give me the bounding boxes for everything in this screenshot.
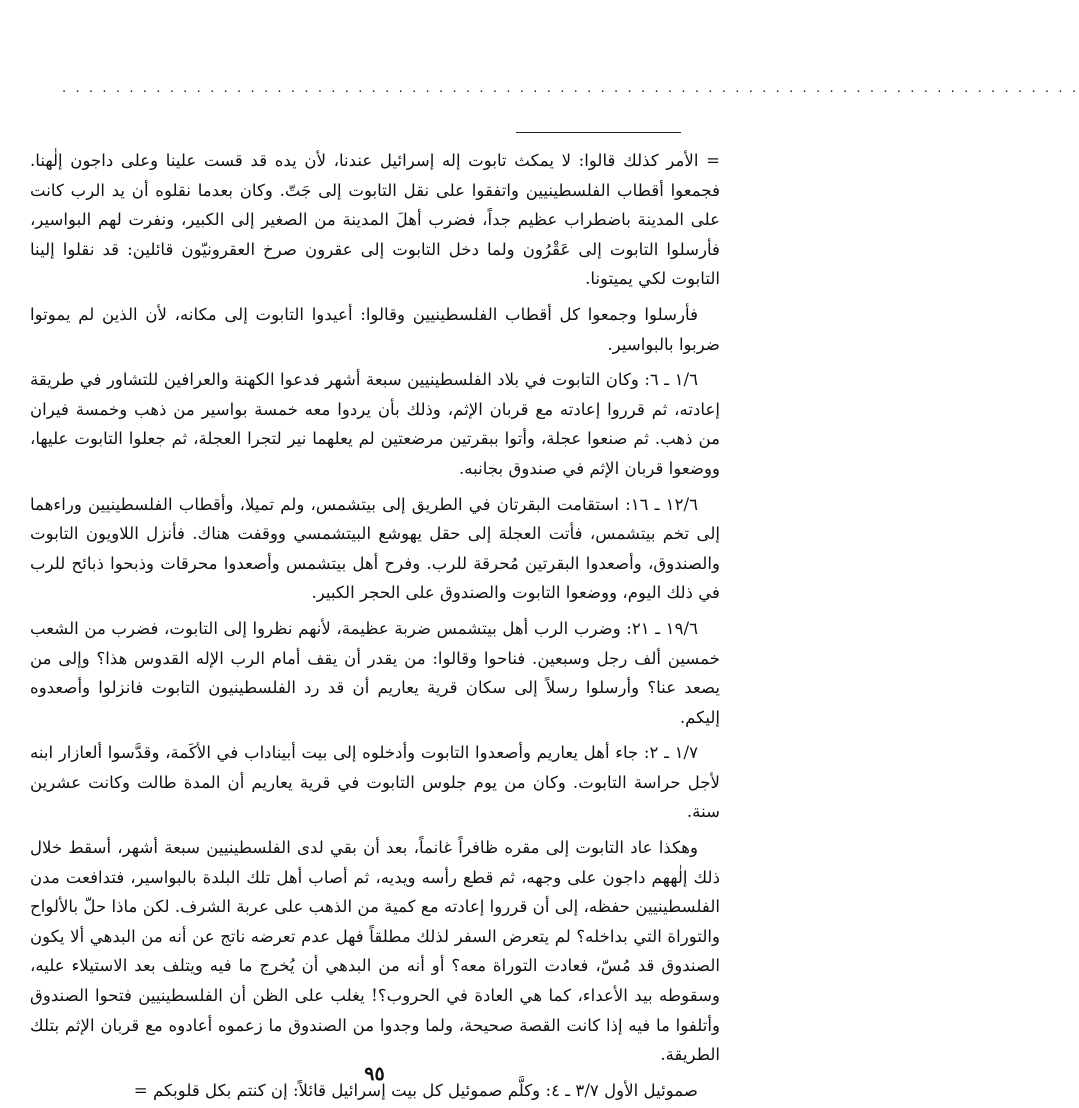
paragraph-continuation: = الأمر كذلك قالوا: لا يمكث تابوت إله إسرائيل عندنا، لأن يده قد قست علينا وعلى داجون إلٰهنا. فجمعوا أقطاب الفلسطينيين واتفقوا على نقل التابوت إلى جَتّ. وكان بعدما نقلوه أن يد الرب كانت على المدينة باضطراب عظيم جداً، فضرب أهلَ المدينة من الصغير إلى الكبير، ونفرت لهم البواسير، فأرسلوا التابوت إلى عَقْرُون ولما دخل التابوت إلى عقرون صرخ العقرونيّون قائلين: قد نقلوا إلينا التابوت لكي يميتونا. xyxy=(30,151,720,289)
paragraph: ١/٧ ـ ٢: جاء أهل يعاريم وأصعدوا التابوت وأدخلوه إلى بيت أبيناداب في الأكَمة، وقدَّسوا ألعازار ابنه لأجل حراسة التابوت. وكان من يوم جلوس التابوت في قرية يعاريم أن المدة طالت وكانت عشرين سنة. xyxy=(30,743,720,822)
paragraph: ١٩/٦ ـ ٢١: وضرب الرب أهل بيتشمس ضربة عظيمة، لأنهم نظروا إلى التابوت، فضرب من الشعب خمسين ألف رجل وسبعين. فناحوا وقالوا: من يقدر أن يقف أمام الرب الإله القدوس هذا؟ وإلى من يصعد عنا؟ وأرسلوا رسلاً إلى سكان قرية يعاريم أن قد رد الفلسطينيون التابوت فانزلوا وأصعدوه إليكم. xyxy=(30,618,720,727)
dotted-separator: . . . . . . . . . . . . . . . . . . . . . . . . . . . . . . . . . . . . . . . . . . . . . . . . . . . . . . . . . . . . . . . . . . . . . . . . . . . . xyxy=(62,81,1079,96)
page-number: ٩٥ xyxy=(364,1063,385,1085)
paragraph-continued: صموئيل الأول ٣/٧ ـ ٤: وكلَّم صموئيل كل بيت إسرائيل قائلاً: إن كنتم بكل قلوبكم = xyxy=(133,1080,698,1100)
paragraph: ١/٦ ـ ٦: وكان التابوت في بلاد الفلسطينيين سبعة أشهر فدعوا الكهنة والعرافين للتشاور في طريقة إعادته، ثم قرروا إعادته مع قربان الإثم، وذلك بأن يردوا معه خمسة بواسير من ذهب وخمسة فيران من ذهب. ثم صنعوا عجلة، وأتوا ببقرتين مرضعتين لم يعلهما نير لتجرا العجلة، ثم جعلوا التابوت عليها، ووضعوا قربان الإثم في صندوق بجانبه. xyxy=(30,370,720,478)
paragraph: وهكذا عاد التابوت إلى مقره ظافراً غانماً، بعد أن بقي لدى الفلسطينيين سبعة أشهر، أسقط خلال ذلك إلٰههم داجون على وجهه، ثم قطع رأسه ويديه، ثم أصاب أهل تلك البلدة بالبواسير، فتدافعت مدن الفلسطينيين حفظه، إلى أن قرروا إعادته مع كمية من الذهب على عربة الشرف. لكن ماذا حلّ بالألواح والتوراة التي بداخله؟ لم يتعرض السفر لذلك مطلقاً فهل عدم تعرضه ناتج عن أنه من البدهي ألا يكون الصندوق قد مُسّ، فعادت التوراة معه؟ أو أنه من البدهي أن يُخرج ما فيه ويتلف بعد الاستيلاء عليه، وسقوطه بيد الأعداء، كما هي العادة في الحروب؟! يغلب على الظن أن الفلسطينيين فتحوا الصندوق وأتلفوا ما فيه إذا كانت القصة صحيحة، ولما وجدوا من الصندوق ما زعموه أعادوه مع قربان الإثم بتلك الطريقة. xyxy=(30,838,720,1065)
body-text xyxy=(30,146,720,1105)
paragraph: فأرسلوا وجمعوا كل أقطاب الفلسطينيين وقالوا: أعيدوا التابوت إلى مكانه، لأن الذين لم يموتوا ضربوا بالبواسير. xyxy=(30,304,720,354)
footnote-rule xyxy=(516,132,681,133)
paragraph: ١٢/٦ ـ ١٦: استقامت البقرتان في الطريق إلى بيتشمس، ولم تميلا، وأقطاب الفلسطينيين وراءهما إلى تخم بيتشمس، فأتت العجلة إلى حقل يهوشع البيتشمسي ووقفت هناك. فأنزل اللاويون التابوت والصندوق، وأصعدوا البقرتين مُحرقة للرب. وفرح أهل بيتشمس وأصعدوا محرقات وذبحوا ذبائح للرب في ذلك اليوم، ووضعوا التابوت والصندوق على الحجر الكبير. xyxy=(30,494,720,603)
